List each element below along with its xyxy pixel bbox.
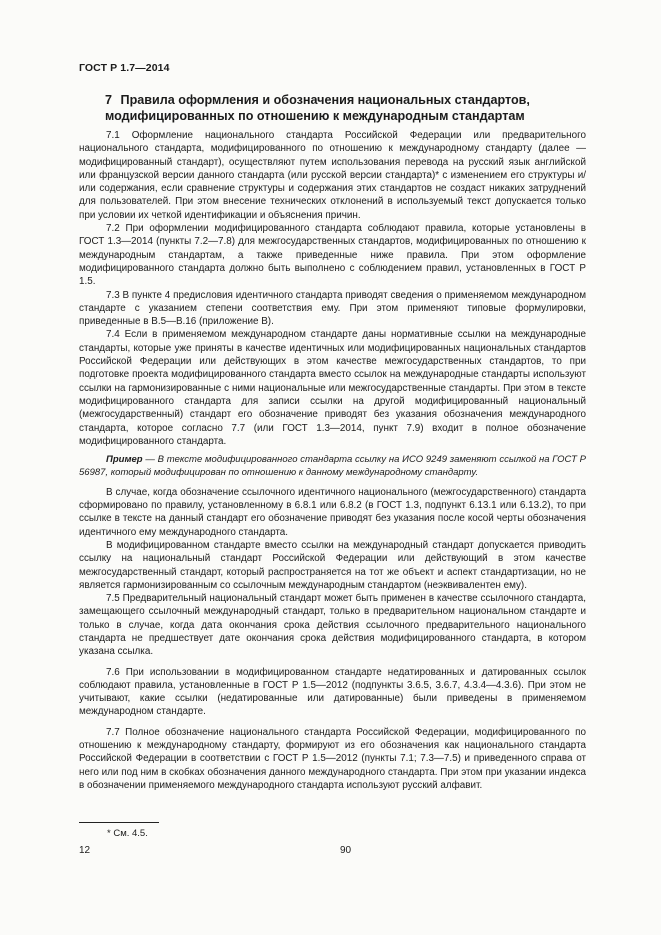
paragraph-7-6: 7.6 При использовании в модифицированном стандарте недатированных и датированных ссылок соблюдают правила, установленные в ГОСТ Р 1.5—2012 (подпункты 3.6.5, 3.6.7, 4.3.4—4.3.6). При этом не учитывают, какие ссылки (недатированные или датированные) были приведены в применяемом международном стандарте. — [79, 666, 586, 718]
paragraph-7-3: 7.3 В пункте 4 предисловия идентичного стандарта приводят сведения о применяемом международном стандарте с указанием степени соответствия ему. При этом применяют типовые формулировки, приведенные в В.5—В.16 (приложение В). — [79, 289, 586, 328]
paragraph-7-7: 7.7 Полное обозначение национального стандарта Российской Федерации, модифицированного по отношению к международному стандарту, формируют из его обозначения как национального стандарта Российской Федерации в соответствии с ГОСТ Р 1.5—2012 (пункты 7.1; 7.3—7.5) и приведенного справа от него или под ним в скобках обозначения данного международного стандарта. При этом при указании индекса в обозначении применяемого международного стандарта используют русский алфавит. — [79, 726, 586, 791]
footnote-divider — [79, 822, 159, 823]
document-body — [79, 129, 586, 792]
paragraph-7-1: 7.1 Оформление национального стандарта Российской Федерации или предварительного национального стандарта, модифицированного по отношению к международному стандарту (далее — модифицированный стандарт), осуществляют путем использования перевода на русский язык английской или французской версии данного стандарта (или русской версии стандарта)* с изменением его структуры и/или содержания, если сравнение структуры и содержания этих стандартов не создаст никаких затруднений для пользователей. При этом внесение технических отклонений в используемый текст допускается только при условии их четкой идентификации и объяснения причин. — [79, 130, 586, 221]
example-label: Пример — [106, 454, 143, 466]
footnote: * См. 4.5. — [107, 828, 148, 839]
paragraph-7-5: 7.5 Предварительный национальный стандарт может быть применен в качестве ссылочного стандарта, замещающего ссылочный международный стандарт, только в предварительном национальном стандарте и только в случае, когда дата окончания срока действия ссылочного предварительного национального стандарта не предшествует дате окончания срока действия модифицированного стандарта, в котором указана ссылка. — [79, 593, 586, 658]
paragraph-case-identical: В случае, когда обозначение ссылочного идентичного национального (межгосударственного) стандарта сформировано по правилу, установленному в 6.8.1 или 6.8.2 (в ГОСТ 1.3, подпункт 6.13.1 или 6.13.2), то при ссылке в тексте на данный стандарт его обозначение приводят без указания после косой черты обозначения идентичного ему международного стандарта. — [79, 486, 586, 538]
paragraph-7-2: 7.2 При оформлении модифицированного стандарта соблюдают правила, которые установлены в ГОСТ 1.3—2014 (пункты 7.2—7.8) для межгосударственных стандартов, модифицированных по отношению к международным стандартам, а также приведенные ниже правила. При этом оформление модифицированного стандарта должно быть выполнено с соблюдением правил, установленных в ГОСТ Р 1.5. — [79, 223, 586, 288]
sheet-number: 90 — [340, 845, 352, 856]
section-title-line1: Правила оформления и обозначения национальных стандартов, — [120, 93, 530, 107]
paragraph-7-4: 7.4 Если в применяемом международном стандарте даны нормативные ссылки на международные стандарты, которые уже приняты в качестве идентичных или модифицированных национальных стандартов Российской Федерации или действующих в этом качестве межгосударственных стандартов, то при подготовке проекта модифицированного стандарта вместо ссылок на международные стандарты используют ссылки на гармонизированные с ними национальные или межгосударственные стандарты. При этом в тексте модифицированного стандарта для записи ссылки на другой модифицированный национальный (межгосударственный) стандарт его обозначение приводят без указания обозначения международного стандарта, которое согласно 7.7 (или ГОСТ 1.3—2014, пункт 7.9) входит в полное обозначение модифицированного стандарта. — [79, 329, 586, 447]
document-code-header: ГОСТ Р 1.7—2014 — [79, 62, 170, 74]
section-title — [105, 92, 595, 124]
section-title-line2: модифицированных по отношению к международным стандартам — [105, 109, 525, 123]
example-text: — В тексте модифицированного стандарта ссылку на ИСО 9249 заменяют ссылкой на ГОСТ Р 56987, который модифицирован по отношению к данному международному стандарту. — [79, 454, 586, 478]
section-number: 7 — [105, 93, 113, 107]
page-number: 12 — [79, 845, 91, 856]
paragraph-case-modified: В модифицированном стандарте вместо ссылки на международный стандарт допускается приводить ссылку на национальный стандарт Российской Федерации или действующий в этом качестве межгосударственный стандарт, который распространяется на тот же объект и аспект стандартизации, но не является гармонизированным со ссылочным международным стандартом (неэквивалентен ему). — [79, 539, 586, 591]
example-note — [79, 454, 586, 480]
